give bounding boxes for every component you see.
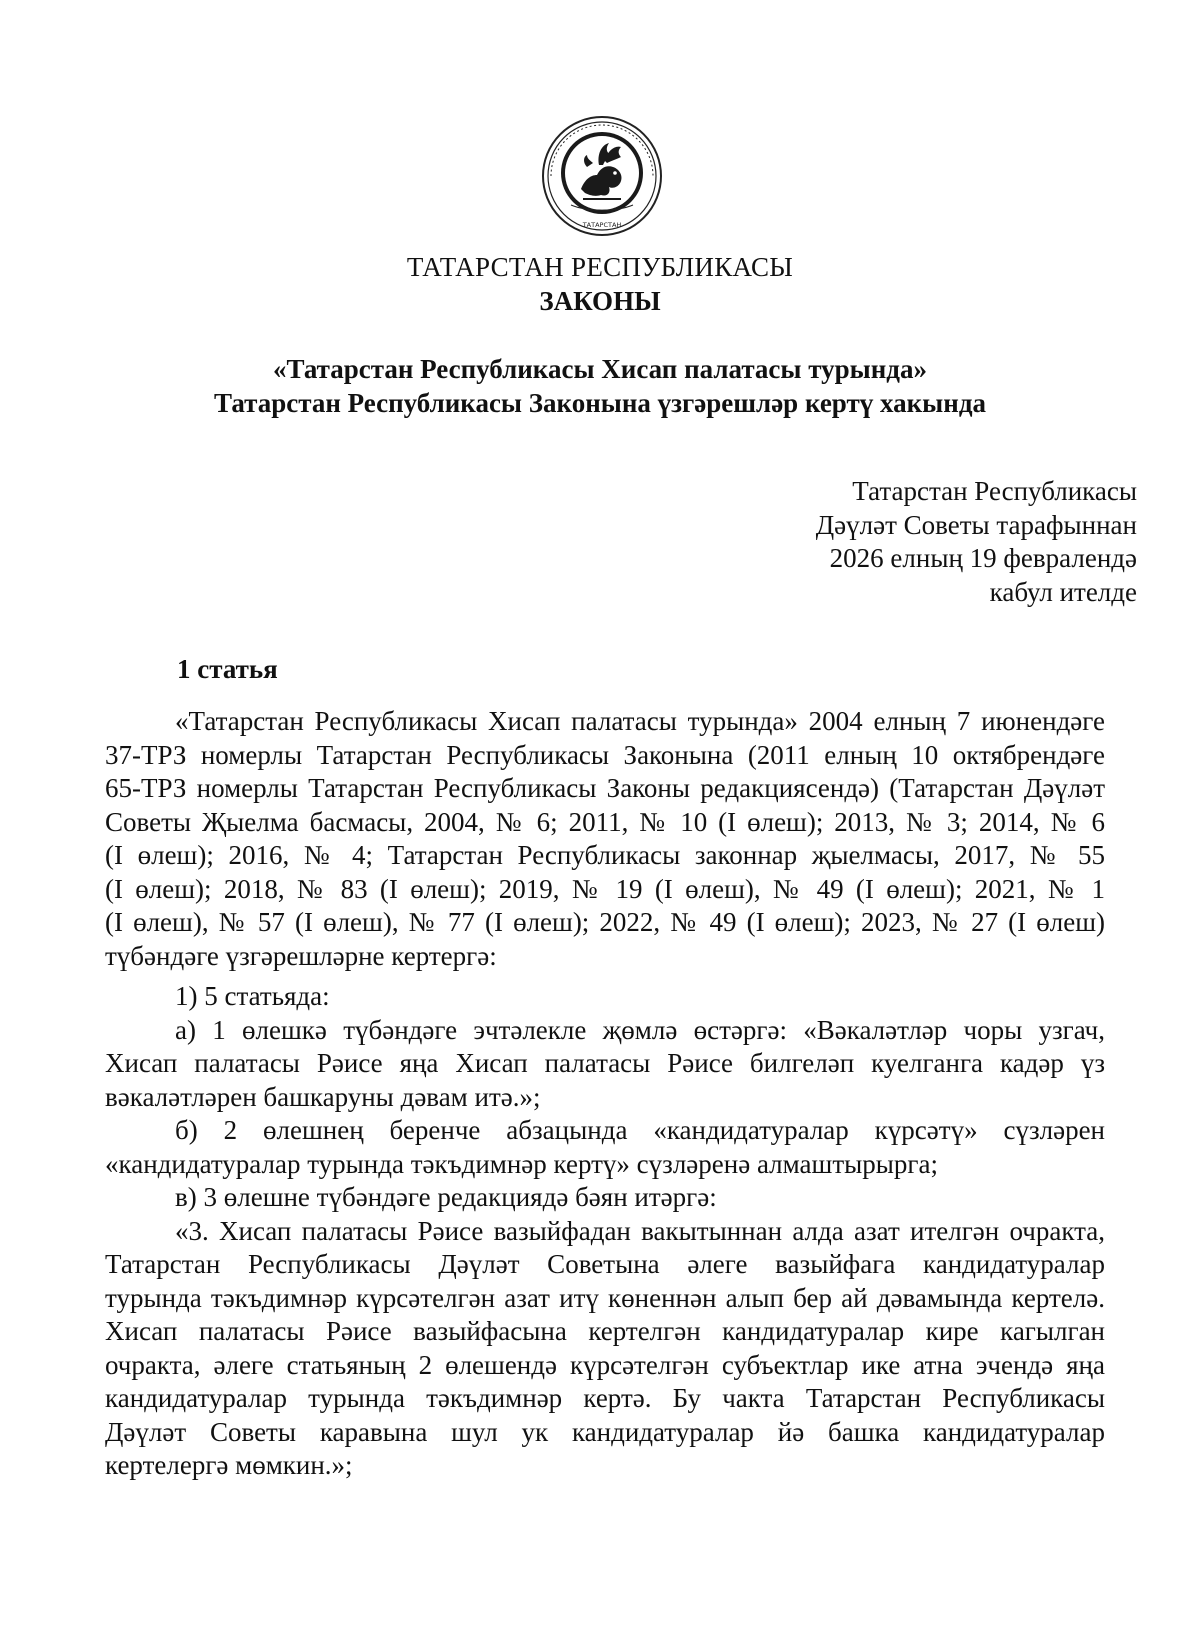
text-line: б) 2 өлешнең беренче абзацында «кандидатуралар күрсәтү» сүзләрен (175, 1115, 1105, 1145)
adoption-note (537, 475, 1137, 609)
text-line: (I өлеш), № 57 (I өлеш), № 77 (I өлеш); 2022, № 49 (I өлеш); 2023, № 27 (I өлеш) (105, 907, 1105, 937)
text-line: кандидатуралар турында тәкъдимнәр кертә. Бу чакта Татарстан Республикасы (105, 1383, 1105, 1413)
text-line: Татарстан Республикасы Дәүләт Советына әлеге вазыйфага кандидатуралар (105, 1249, 1105, 1279)
text-line: (I өлеш); 2016, № 4; Татарстан Республикасы законнар җыелмасы, 2017, № 55 (105, 840, 1105, 870)
text-line: в) 3 өлешне түбәндәге редакциядә бәян итәргә: (175, 1182, 717, 1212)
text-line: а) 1 өлешкә түбәндәге эчтәлекле җөмлә өстәргә: «Вәкаләтләр чоры узгач, (175, 1014, 1105, 1045)
text-line: Советы Җыелма басмасы, 2004, № 6; 2011, № 10 (I өлеш); 2013, № 3; 2014, № 6 (105, 806, 1105, 837)
tatarstan-coat-of-arms-icon (541, 115, 663, 237)
text-line: турында тәкъдимнәр күрсәтелгән азат итү көненнән алып бер ай дәвамында кертелә. (105, 1282, 1105, 1313)
text-line: вәкаләтләрен башкаруны дәвам итә.»; (105, 1081, 541, 1112)
header-country: ТАТАРСТАН РЕСПУБЛИКАСЫ (406, 252, 794, 282)
text-line: «Татарстан Республикасы Хисап палатасы турында» 2004 елның 7 июнендәге (175, 706, 1105, 736)
article-item-1 (105, 980, 1105, 1483)
adoption-line-4: кабул ителде (989, 576, 1137, 607)
text-line: 37-ТРЗ номерлы Татарстан Республикасы Законына (2011 елның 10 октябрендәге (105, 739, 1105, 770)
adoption-line-3: 2026 елның 19 февралендә (829, 543, 1137, 573)
text-line: 1) 5 статьяда: (175, 981, 330, 1011)
text-line: «кандидатуралар турында тәкъдимнәр кертү» сүзләренә алмаштырырга; (105, 1148, 938, 1179)
text-line: түбәндәге үзгәрешләрне кертергә: (105, 940, 497, 971)
text-line: Дәүләт Советы каравына шул ук кандидатуралар йә башка кандидатуралар (105, 1416, 1105, 1447)
title-line-2: Татарстан Республикасы Законына үзгәрешләр кертү хакында (214, 388, 986, 418)
adoption-line-1: Татарстан Республикасы (852, 476, 1137, 506)
text-line: Хисап палатасы Рәисе яңа Хисап палатасы Рәисе билгеләп куелганга кадәр үз (105, 1048, 1105, 1078)
text-line: 65-ТРЗ номерлы Татарстан Республикасы Законы редакциясендә) (Татарстан Дәүләт (105, 773, 1105, 803)
emblem-ring-text: ТАТАРСТАН (582, 221, 622, 229)
article-intro-paragraph (105, 705, 1105, 973)
text-line: Хисап палатасы Рәисе вазыйфасына кертелгән кандидатуралар кире кагылган (105, 1316, 1105, 1346)
title-line-1: «Татарстан Республикасы Хисап палатасы турында» (273, 354, 927, 384)
article-heading: 1 статья (177, 654, 278, 684)
header-doc-type: ЗАКОНЫ (539, 286, 661, 316)
adoption-line-2: Дәүләт Советы тарафыннан (815, 509, 1137, 540)
text-line: очракта, әлеге статьяның 2 өлешендә күрсәтелгән субъектлар ике атна эчендә яңа (105, 1349, 1105, 1380)
text-line: (I өлеш); 2018, № 83 (I өлеш); 2019, № 19 (I өлеш), № 49 (I өлеш); 2021, № 1 (105, 873, 1105, 904)
text-line: «3. Хисап палатасы Рәисе вазыйфадан вакытыннан алда азат ителгән очракта, (175, 1215, 1105, 1246)
document-title (100, 352, 1100, 420)
text-line: кертелергә мөмкин.»; (105, 1450, 353, 1480)
